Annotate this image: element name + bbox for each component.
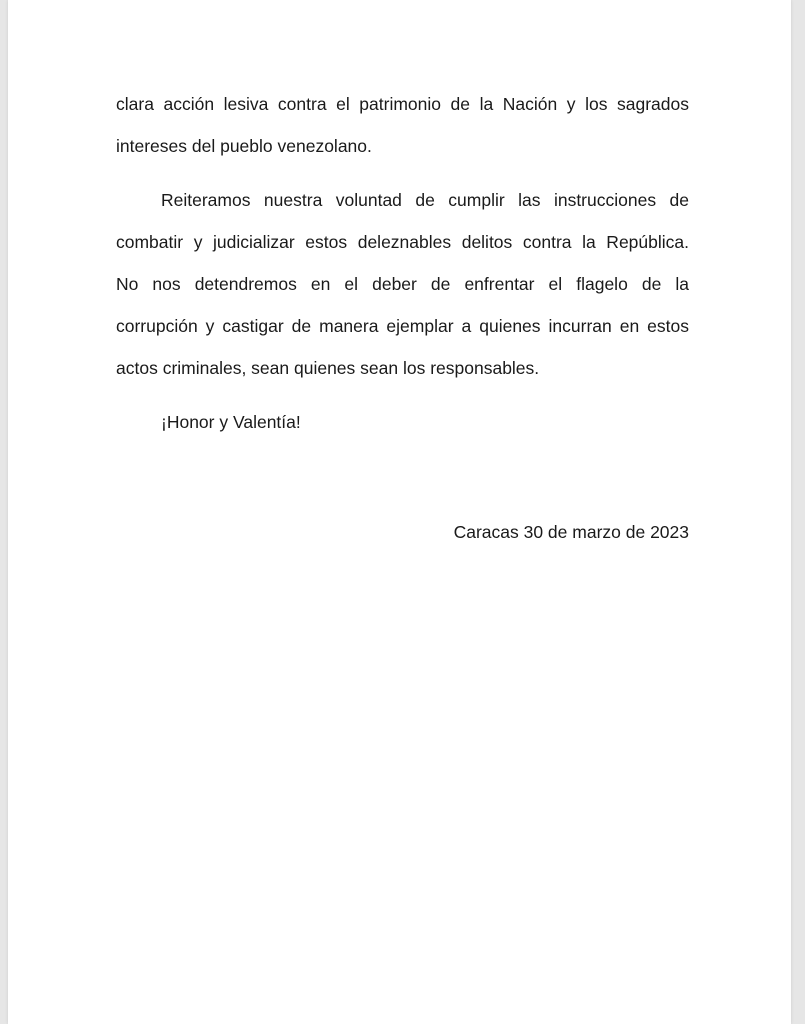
paragraph-2-line-4: corrupción y castigar de manera ejemplar a quienes incurran en estos [116, 316, 689, 336]
paragraph-2-line-5: actos criminales, sean quienes sean los responsables. [116, 358, 540, 378]
place-date: Caracas 30 de marzo de 2023 [453, 522, 689, 542]
paragraph-1-line-2: intereses del pueblo venezolano. [116, 136, 372, 156]
paragraph-2-line-1: Reiteramos nuestra voluntad de cumplir las instrucciones de [161, 190, 689, 210]
paragraph-2-line-2: combatir y judicializar estos deleznables delitos contra la República. [116, 232, 689, 252]
paragraph-2-line-3: No nos detendremos en el deber de enfrentar el flagelo de la [116, 274, 689, 294]
closing-salutation: ¡Honor y Valentía! [161, 412, 301, 432]
paragraph-1-line-1: clara acción lesiva contra el patrimonio de la Nación y los sagrados [116, 94, 689, 114]
document-page [8, 0, 791, 1024]
